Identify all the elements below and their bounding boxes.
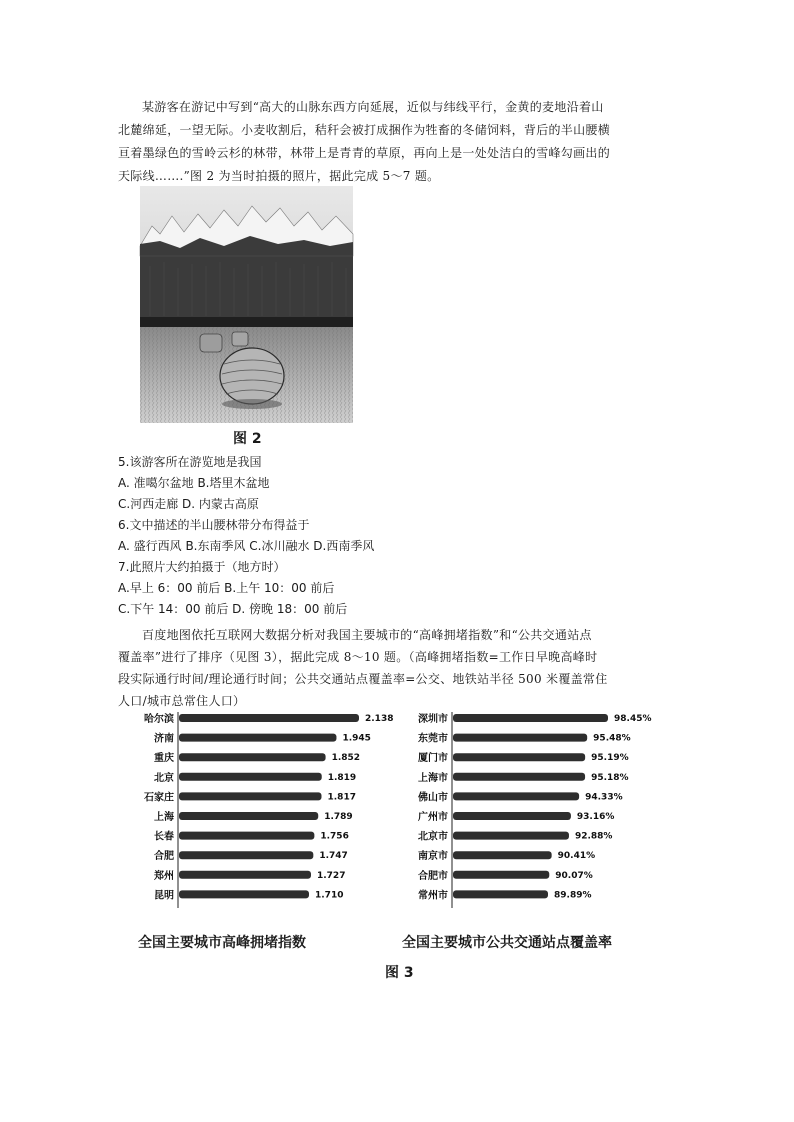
bar [179,871,311,879]
category-label: 东莞市 [418,733,448,745]
category-label: 佛山市 [418,792,448,804]
transit-coverage-chart [402,708,652,923]
value-label: 1.789 [324,812,353,822]
passage-1-line-2: 北麓绵延，一望无际。小麦收割后，秸秆会被打成捆作为牲畜的冬储饲料，背后的半山腰横 [118,123,611,137]
value-label: 94.33% [585,792,623,803]
bar [179,773,322,781]
value-label: 1.817 [327,792,356,803]
category-label: 常州市 [418,890,448,902]
bar [179,890,309,898]
passage-1-line-1: 某游客在游记中写到“高大的山脉东西方向延展，近似与纬线平行，金黄的麦地沿着山 [142,100,604,114]
bar [453,851,552,859]
bar [179,851,313,859]
bar [179,792,322,800]
passage-2-line-3: 段实际通行时间/理论通行时间；公共交通站点覆盖率=公交、地铁站半径 500 米覆盖常住 [118,672,608,686]
category-label: 济南 [154,733,174,745]
value-label: 89.89% [554,890,592,901]
question-6: 6.文中描述的半山腰林带分布得益于 [118,518,310,532]
category-label: 重庆 [154,753,174,765]
value-label: 90.41% [557,851,596,862]
bar [453,832,569,840]
value-label: 90.07% [555,870,593,881]
bar [179,753,326,761]
passage-2-line-4: 人口/城市总常住人口） [118,694,246,708]
wheat-field-photo [140,186,353,423]
category-label: 南京市 [418,851,448,863]
category-label: 石家庄 [144,792,174,804]
value-label: 1.747 [319,851,348,862]
question-5: 5.该游客所在游览地是我国 [118,455,262,469]
value-label: 1.756 [320,831,349,842]
value-label: 95.48% [593,733,631,744]
value-label: 1.852 [331,753,361,764]
passage-2-line-1: 百度地图依托互联网大数据分析对我国主要城市的“高峰拥堵指数”和“公共交通站点 [142,628,592,642]
category-label: 深圳市 [418,714,448,725]
figure-2-label: 图 2 [233,431,262,447]
bar [179,832,314,840]
bar [453,734,587,742]
category-label: 郑州 [154,870,174,882]
question-7: 7.此照片大约拍摄于（地方时） [118,560,286,574]
question-7-options-ab: A.早上 6：00 前后 B.上午 10：00 前后 [118,581,335,595]
bar [453,792,579,800]
question-5-options-cd: C.河西走廊 D. 内蒙古高原 [118,497,259,511]
bar [453,812,571,820]
value-label: 1.727 [316,870,346,881]
bar [453,773,585,781]
bar [453,871,549,879]
value-label: 98.45% [614,714,652,724]
category-label: 合肥 [154,851,174,863]
question-5-options-ab: A. 准噶尔盆地 B.塔里木盆地 [118,476,270,490]
value-label: 92.88% [574,831,613,842]
bar [179,812,318,820]
category-label: 厦门市 [418,753,448,765]
bar [179,734,336,742]
question-7-options-cd: C.下午 14：00 前后 D. 傍晚 18：00 前后 [118,602,348,616]
congestion-chart-title: 全国主要城市高峰拥堵指数 [138,935,306,951]
category-label: 哈尔滨 [144,714,174,725]
passage-1-line-3: 亘着墨绿色的雪岭云杉的林带，林带上是青青的草原，再向上是一处处洁白的雪峰勾画出的 [118,146,611,160]
category-label: 北京 [154,772,174,784]
value-label: 2.138 [365,714,394,724]
value-label: 95.19% [591,753,629,764]
category-label: 北京市 [418,831,448,843]
bar [179,714,359,722]
question-6-options: A. 盛行西风 B.东南季风 C.冰川融水 D.西南季风 [118,539,375,553]
category-label: 广州市 [418,812,448,823]
category-label: 合肥市 [418,870,448,882]
value-label: 93.16% [576,812,615,822]
passage-1-line-4: 天际线…….”图 2 为当时拍摄的照片，据此完成 5～7 题。 [118,169,440,183]
value-label: 1.819 [327,772,357,783]
bar [453,890,548,898]
bar [453,714,608,722]
category-label: 昆明 [154,890,174,902]
congestion-index-chart [130,708,394,923]
category-label: 长春 [154,831,174,843]
category-label: 上海 [154,812,174,823]
figure-3-label: 图 3 [385,965,414,981]
passage-2-line-2: 覆盖率”进行了排序（见图 3），据此完成 8～10 题。（高峰拥堵指数=工作日早晚高峰时 [118,650,598,664]
category-label: 上海市 [418,772,448,784]
value-label: 95.18% [591,772,629,783]
value-label: 1.945 [342,733,371,744]
value-label: 1.710 [315,890,344,901]
bar [453,753,585,761]
coverage-chart-title: 全国主要城市公共交通站点覆盖率 [402,935,612,951]
